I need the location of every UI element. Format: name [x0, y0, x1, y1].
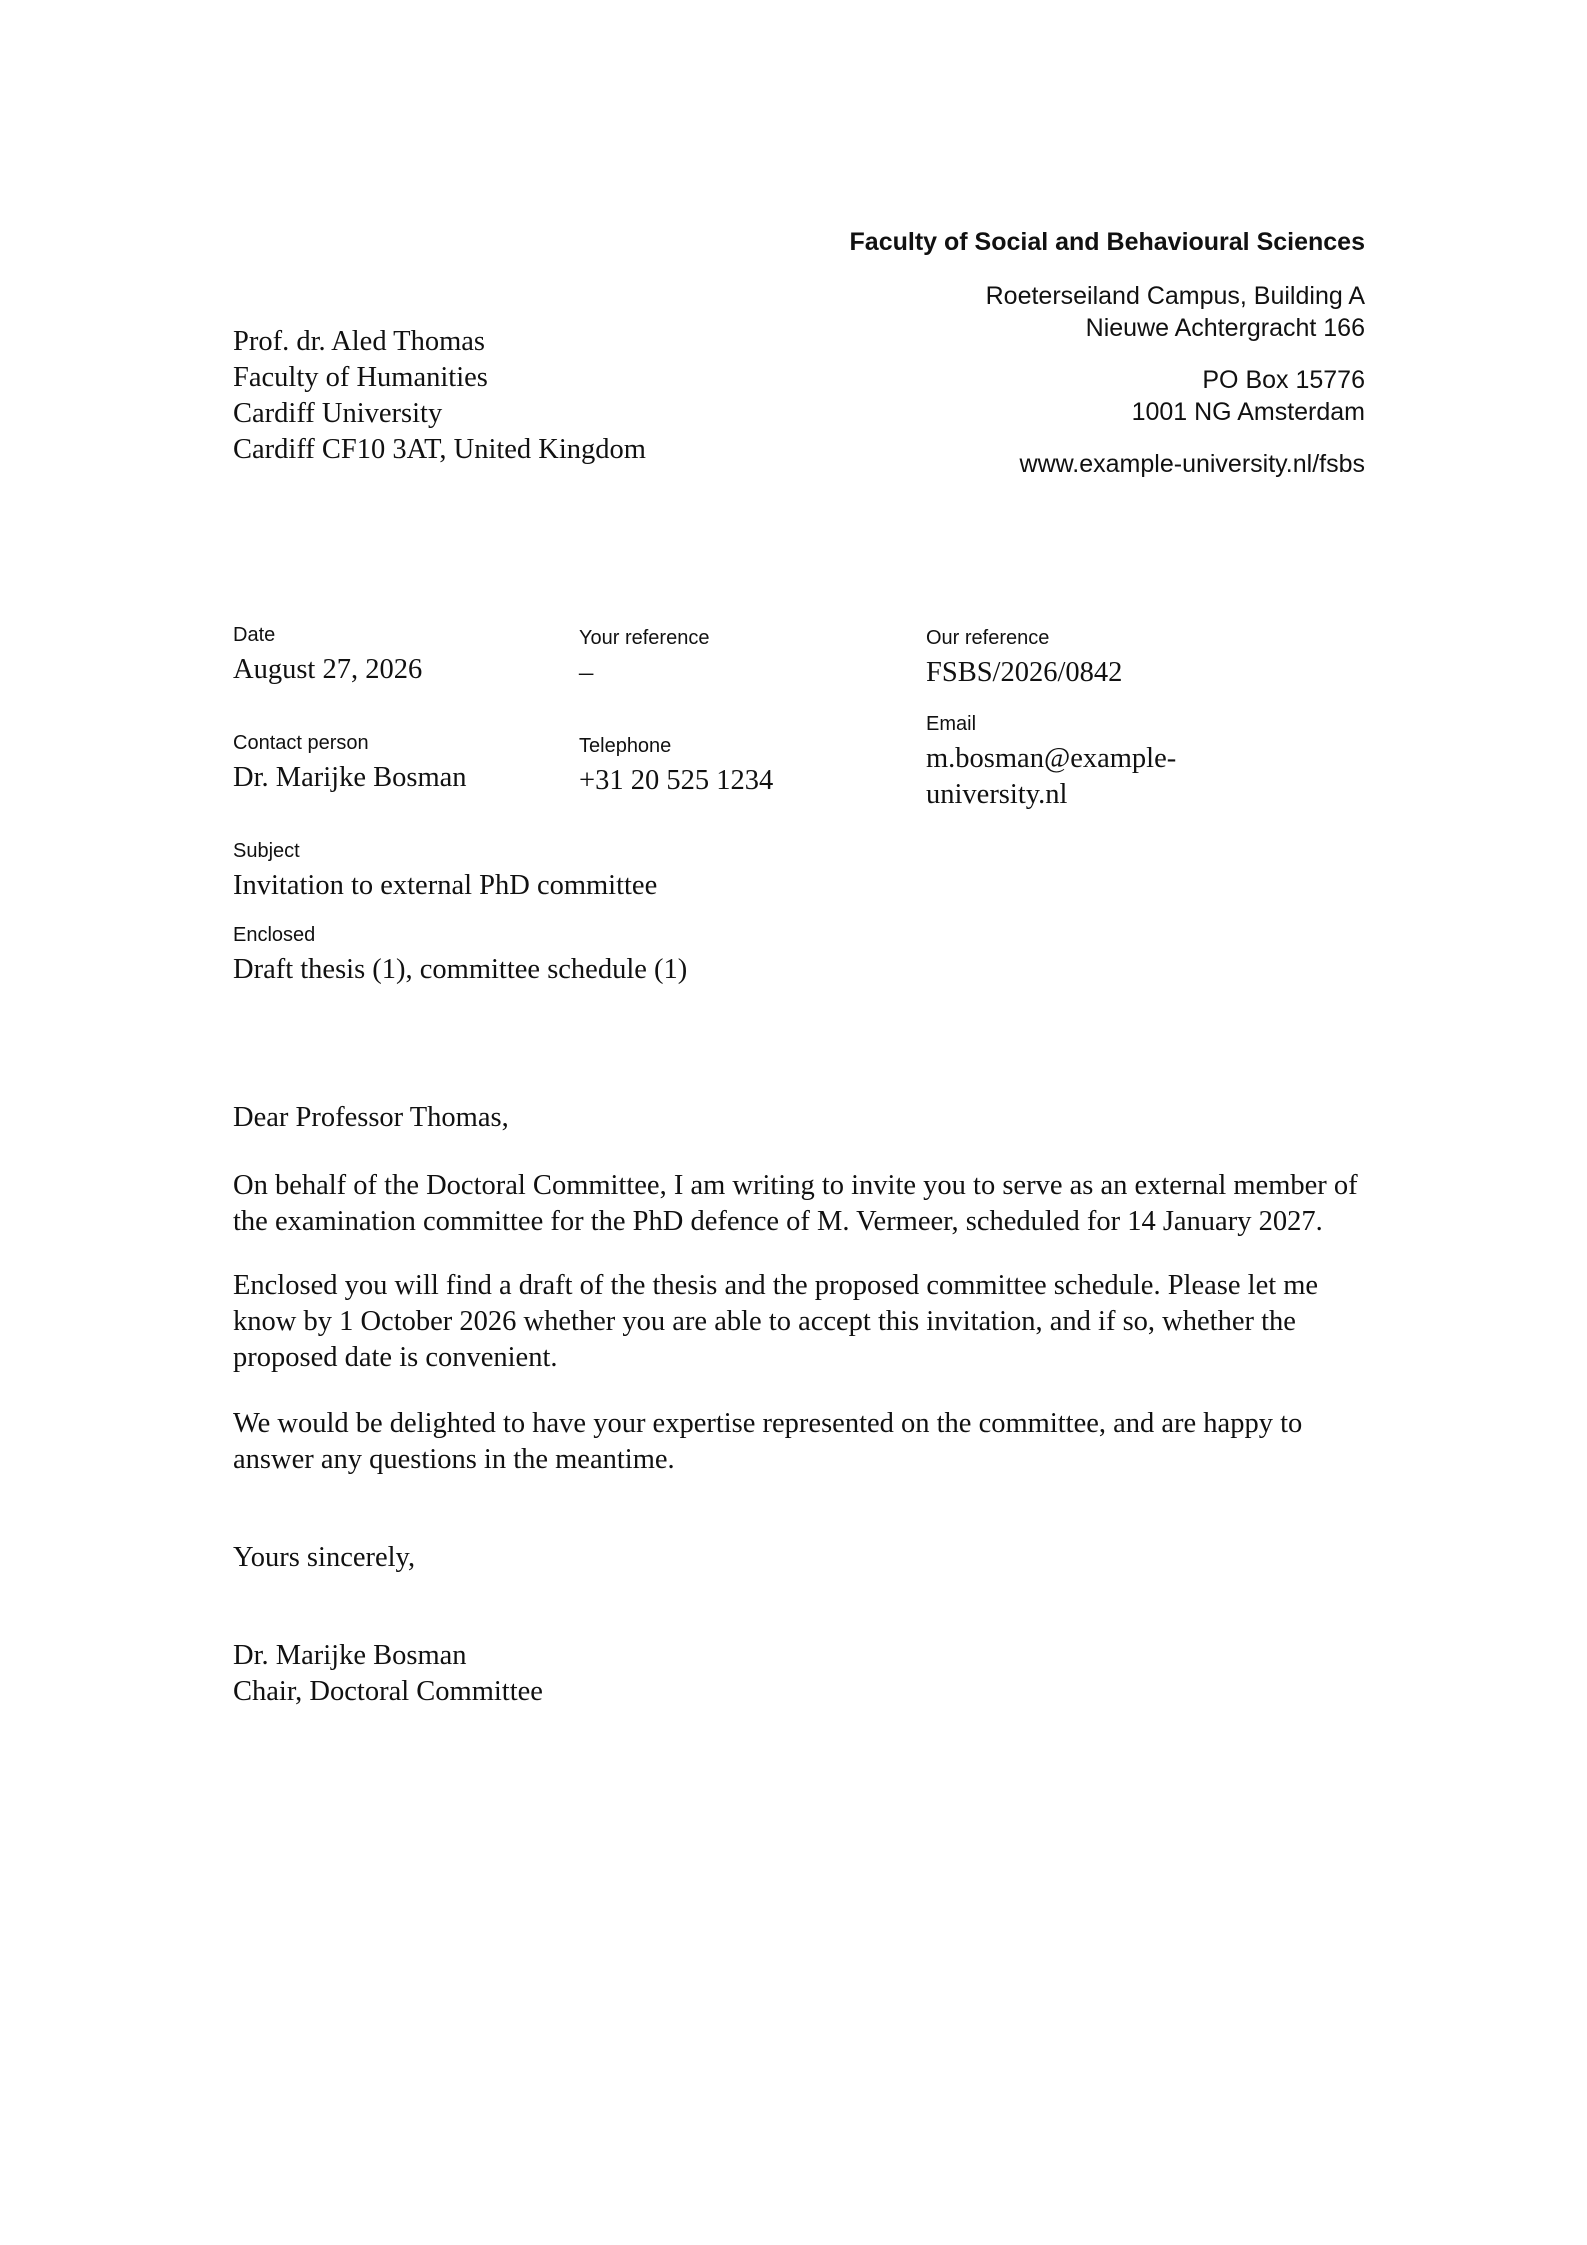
signature-block [233, 1638, 1373, 1710]
signature-name: Dr. Marijke Bosman [233, 1640, 467, 1671]
body-paragraph [233, 1406, 1373, 1478]
meta-enclosed [233, 922, 687, 988]
meta-date [233, 622, 422, 688]
meta-value: – [579, 657, 594, 688]
meta-contact-person [233, 730, 467, 796]
paragraph-line: On behalf of the Doctoral Committee, I am writing to invite you to serve as an external member of [233, 1170, 1358, 1201]
meta-label: Our reference [926, 627, 1050, 649]
body-paragraph [233, 1268, 1373, 1376]
meta-value: +31 20 525 1234 [579, 765, 774, 796]
paragraph-line: Enclosed you will find a draft of the thesis and the proposed committee schedule. Please let me [233, 1270, 1319, 1301]
recipient-line: Cardiff CF10 3AT, United Kingdom [233, 434, 646, 465]
paragraph-line: We would be delighted to have your expertise represented on the committee, and are happy to [233, 1408, 1303, 1439]
body-paragraph [233, 1168, 1373, 1240]
recipient-block [233, 324, 873, 468]
closing [233, 1540, 1373, 1576]
meta-label: Date [233, 624, 276, 646]
meta-value: FSBS/2026/0842 [926, 657, 1123, 688]
sender-website: www.example-university.nl/fsbs [1019, 450, 1365, 478]
paragraph-line: proposed date is convenient. [233, 1342, 558, 1373]
salutation [233, 1100, 1373, 1136]
meta-telephone [579, 733, 773, 799]
meta-value: August 27, 2026 [233, 654, 423, 685]
meta-label: Subject [233, 840, 300, 862]
sender-address-line: Roeterseiland Campus, Building A [985, 282, 1365, 310]
sender-address-line: PO Box 15776 [1202, 366, 1365, 394]
signature-title: Chair, Doctoral Committee [233, 1676, 543, 1707]
paragraph-line: the examination committee for the PhD defence of M. Vermeer, scheduled for 14 January 2027. [233, 1206, 1323, 1237]
sender-faculty: Faculty of Social and Behavioural Sciences [849, 228, 1365, 256]
meta-label: Email [926, 713, 977, 735]
meta-value: Draft thesis (1), committee schedule (1) [233, 954, 688, 985]
paragraph-line: answer any questions in the meantime. [233, 1444, 675, 1475]
meta-value: Invitation to external PhD committee [233, 870, 658, 901]
sender-address-line: Nieuwe Achtergracht 166 [1085, 314, 1365, 342]
meta-subject [233, 838, 657, 904]
recipient-line: Faculty of Humanities [233, 362, 488, 393]
recipient-line: Prof. dr. Aled Thomas [233, 326, 486, 357]
sender-address-line: 1001 NG Amsterdam [1131, 398, 1365, 426]
recipient-line: Cardiff University [233, 398, 443, 429]
meta-label: Your reference [579, 627, 710, 649]
meta-label: Contact person [233, 732, 369, 754]
meta-label: Enclosed [233, 924, 316, 946]
salutation-text: Dear Professor Thomas, [233, 1102, 509, 1133]
meta-value: m.bosman@example- [926, 743, 1177, 774]
meta-value: university.nl [926, 779, 1068, 810]
meta-value: Dr. Marijke Bosman [233, 762, 467, 793]
paragraph-line: know by 1 October 2026 whether you are able to accept this invitation, and if so, whether the [233, 1306, 1296, 1337]
meta-our-reference [926, 625, 1122, 691]
meta-label: Telephone [579, 735, 672, 757]
meta-email [926, 711, 1176, 813]
closing-text: Yours sincerely, [233, 1542, 416, 1573]
meta-your-reference [579, 625, 709, 691]
